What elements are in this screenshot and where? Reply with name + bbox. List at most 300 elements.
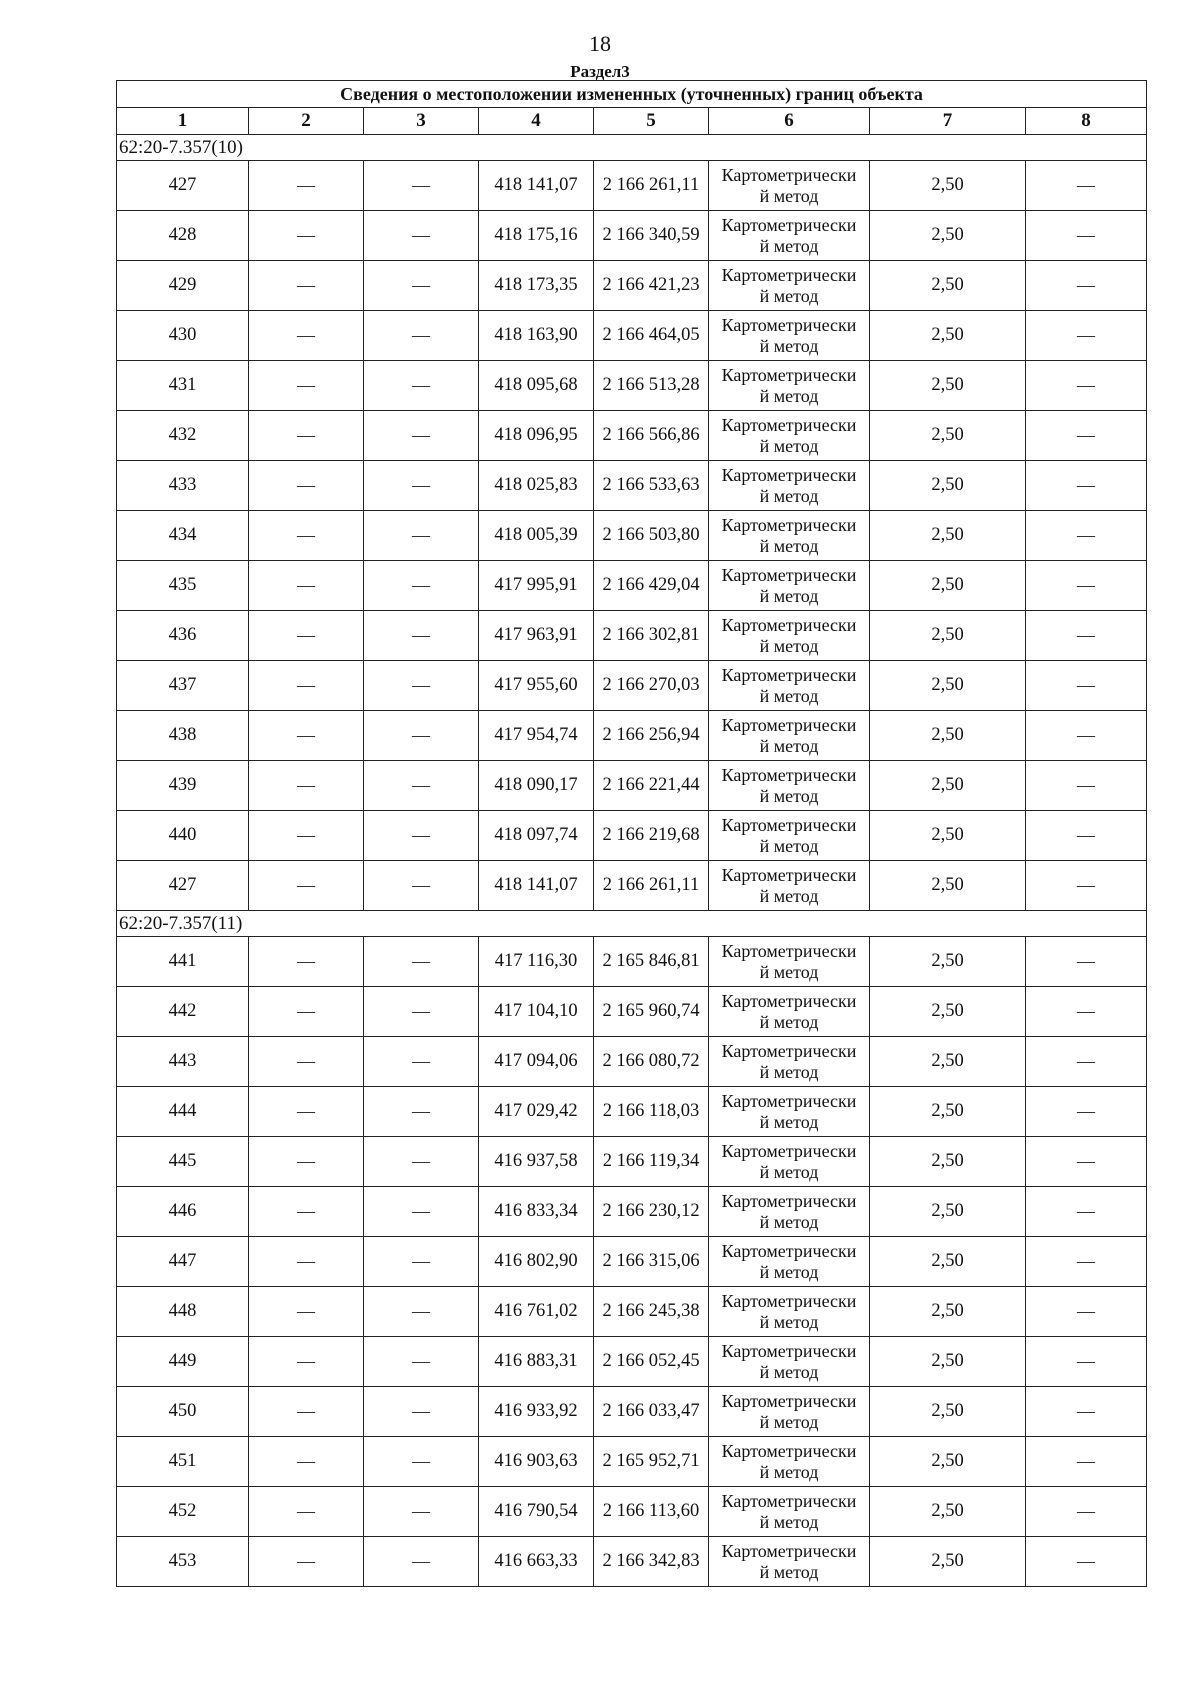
point-number-cell: 453: [117, 1537, 249, 1587]
dash-cell: —: [364, 161, 479, 211]
y-coordinate-cell: 2 166 245,38: [594, 1287, 709, 1337]
x-coordinate-cell: 417 116,30: [479, 937, 594, 987]
column-number: 2: [249, 108, 364, 135]
x-coordinate-cell: 416 937,58: [479, 1137, 594, 1187]
x-coordinate-cell: 416 790,54: [479, 1487, 594, 1537]
point-number-cell: 438: [117, 711, 249, 761]
method-text-line1: Картометрически: [721, 364, 857, 385]
dash-cell: —: [249, 261, 364, 311]
accuracy-cell: 2,50: [870, 361, 1026, 411]
method-text-line2: й метод: [759, 285, 819, 306]
accuracy-cell: 2,50: [870, 1037, 1026, 1087]
y-coordinate-cell: 2 166 340,59: [594, 211, 709, 261]
x-coordinate-cell: 416 883,31: [479, 1337, 594, 1387]
dash-cell: —: [1026, 161, 1147, 211]
dash-cell: —: [249, 1237, 364, 1287]
method-text-line2: й метод: [759, 1561, 819, 1582]
dash-cell: —: [364, 761, 479, 811]
y-coordinate-cell: 2 166 119,34: [594, 1137, 709, 1187]
method-text-line2: й метод: [759, 735, 819, 756]
y-coordinate-cell: 2 166 118,03: [594, 1087, 709, 1137]
method-text-line2: й метод: [759, 1411, 819, 1432]
point-number-cell: 427: [117, 161, 249, 211]
table-row: [117, 1087, 1147, 1137]
point-number-cell: 427: [117, 861, 249, 911]
table-row: [117, 1537, 1147, 1587]
dash-cell: —: [1026, 261, 1147, 311]
x-coordinate-cell: 417 029,42: [479, 1087, 594, 1137]
accuracy-cell: 2,50: [870, 987, 1026, 1037]
point-number-cell: 444: [117, 1087, 249, 1137]
x-coordinate-cell: 416 761,02: [479, 1287, 594, 1337]
dash-cell: —: [1026, 1137, 1147, 1187]
accuracy-cell: 2,50: [870, 1487, 1026, 1537]
dash-cell: —: [1026, 1487, 1147, 1537]
method-text-line1: Картометрически: [721, 814, 857, 835]
dash-cell: —: [249, 937, 364, 987]
dash-cell: —: [1026, 511, 1147, 561]
dash-cell: —: [249, 1037, 364, 1087]
table-row: [117, 161, 1147, 211]
y-coordinate-cell: 2 166 429,04: [594, 561, 709, 611]
point-number-cell: 440: [117, 811, 249, 861]
method-cell: [709, 311, 870, 361]
dash-cell: —: [364, 1037, 479, 1087]
accuracy-cell: 2,50: [870, 1537, 1026, 1587]
y-coordinate-cell: 2 166 261,11: [594, 161, 709, 211]
dash-cell: —: [1026, 711, 1147, 761]
table-row: [117, 811, 1147, 861]
point-number-cell: 429: [117, 261, 249, 311]
accuracy-cell: 2,50: [870, 611, 1026, 661]
dash-cell: —: [249, 561, 364, 611]
accuracy-cell: 2,50: [870, 211, 1026, 261]
dash-cell: —: [364, 1337, 479, 1387]
y-coordinate-cell: 2 166 342,83: [594, 1537, 709, 1587]
y-coordinate-cell: 2 166 464,05: [594, 311, 709, 361]
dash-cell: —: [249, 461, 364, 511]
dash-cell: —: [364, 461, 479, 511]
method-cell: [709, 211, 870, 261]
method-cell: [709, 1537, 870, 1587]
dash-cell: —: [364, 861, 479, 911]
table-row: [117, 311, 1147, 361]
dash-cell: —: [1026, 1037, 1147, 1087]
accuracy-cell: 2,50: [870, 761, 1026, 811]
point-number-cell: 442: [117, 987, 249, 1037]
y-coordinate-cell: 2 166 533,63: [594, 461, 709, 511]
method-text-line2: й метод: [759, 685, 819, 706]
x-coordinate-cell: 416 903,63: [479, 1437, 594, 1487]
method-cell: [709, 937, 870, 987]
dash-cell: —: [249, 661, 364, 711]
y-coordinate-cell: 2 166 219,68: [594, 811, 709, 861]
accuracy-cell: 2,50: [870, 311, 1026, 361]
x-coordinate-cell: 418 095,68: [479, 361, 594, 411]
accuracy-cell: 2,50: [870, 1287, 1026, 1337]
method-cell: [709, 661, 870, 711]
dash-cell: —: [1026, 987, 1147, 1037]
point-number-cell: 430: [117, 311, 249, 361]
dash-cell: —: [364, 1387, 479, 1437]
dash-cell: —: [249, 1487, 364, 1537]
x-coordinate-cell: 418 173,35: [479, 261, 594, 311]
method-cell: [709, 1337, 870, 1387]
method-cell: [709, 261, 870, 311]
method-text-line1: Картометрически: [721, 1290, 857, 1311]
point-number-cell: 432: [117, 411, 249, 461]
method-text-line2: й метод: [759, 235, 819, 256]
table-row: [117, 1337, 1147, 1387]
accuracy-cell: 2,50: [870, 1187, 1026, 1237]
method-cell: [709, 561, 870, 611]
method-text-line1: Картометрически: [721, 664, 857, 685]
method-text-line1: Картометрически: [721, 614, 857, 635]
accuracy-cell: 2,50: [870, 711, 1026, 761]
dash-cell: —: [249, 861, 364, 911]
table-row: [117, 761, 1147, 811]
dash-cell: —: [249, 311, 364, 361]
x-coordinate-cell: 417 104,10: [479, 987, 594, 1037]
dash-cell: —: [249, 1087, 364, 1137]
y-coordinate-cell: 2 166 113,60: [594, 1487, 709, 1537]
point-number-cell: 434: [117, 511, 249, 561]
dash-cell: —: [364, 1237, 479, 1287]
method-text-line2: й метод: [759, 1361, 819, 1382]
group-row: [117, 135, 1147, 161]
y-coordinate-cell: 2 166 080,72: [594, 1037, 709, 1087]
method-text-line2: й метод: [759, 335, 819, 356]
method-text-line1: Картометрически: [721, 1240, 857, 1261]
point-number-cell: 435: [117, 561, 249, 611]
dash-cell: —: [364, 211, 479, 261]
method-text-line2: й метод: [759, 885, 819, 906]
dash-cell: —: [364, 711, 479, 761]
x-coordinate-cell: 418 163,90: [479, 311, 594, 361]
dash-cell: —: [1026, 361, 1147, 411]
dash-cell: —: [364, 361, 479, 411]
dash-cell: —: [249, 1537, 364, 1587]
table-row: [117, 561, 1147, 611]
page-number: 18: [589, 31, 611, 56]
accuracy-cell: 2,50: [870, 1087, 1026, 1137]
dash-cell: —: [249, 211, 364, 261]
method-cell: [709, 1237, 870, 1287]
method-text-line1: Картометрически: [721, 164, 857, 185]
y-coordinate-cell: 2 166 221,44: [594, 761, 709, 811]
accuracy-cell: 2,50: [870, 261, 1026, 311]
table-row: [117, 861, 1147, 911]
dash-cell: —: [1026, 811, 1147, 861]
y-coordinate-cell: 2 166 230,12: [594, 1187, 709, 1237]
method-text-line2: й метод: [759, 961, 819, 982]
dash-cell: —: [364, 511, 479, 561]
accuracy-cell: 2,50: [870, 1137, 1026, 1187]
dash-cell: —: [1026, 1087, 1147, 1137]
dash-cell: —: [249, 1437, 364, 1487]
dash-cell: —: [364, 987, 479, 1037]
x-coordinate-cell: 417 955,60: [479, 661, 594, 711]
table-row: [117, 361, 1147, 411]
x-coordinate-cell: 418 141,07: [479, 161, 594, 211]
method-cell: [709, 711, 870, 761]
point-number-cell: 448: [117, 1287, 249, 1337]
x-coordinate-cell: 417 094,06: [479, 1037, 594, 1087]
method-text-line1: Картометрически: [721, 264, 857, 285]
point-number-cell: 431: [117, 361, 249, 411]
dash-cell: —: [1026, 561, 1147, 611]
point-number-cell: 433: [117, 461, 249, 511]
dash-cell: —: [364, 611, 479, 661]
dash-cell: —: [364, 261, 479, 311]
dash-cell: —: [364, 1087, 479, 1137]
dash-cell: —: [249, 1137, 364, 1187]
point-number-cell: 439: [117, 761, 249, 811]
point-number-cell: 452: [117, 1487, 249, 1537]
table-row: [117, 1137, 1147, 1187]
dash-cell: —: [364, 411, 479, 461]
method-cell: [709, 1037, 870, 1087]
table-row: [117, 1437, 1147, 1487]
column-number: 7: [870, 108, 1026, 135]
y-coordinate-cell: 2 166 052,45: [594, 1337, 709, 1387]
method-text-line1: Картометрически: [721, 314, 857, 335]
accuracy-cell: 2,50: [870, 411, 1026, 461]
table-row: [117, 411, 1147, 461]
method-text-line1: Картометрически: [721, 1190, 857, 1211]
method-text-line2: й метод: [759, 1311, 819, 1332]
dash-cell: —: [1026, 937, 1147, 987]
table-row: [117, 711, 1147, 761]
point-number-cell: 451: [117, 1437, 249, 1487]
dash-cell: —: [249, 361, 364, 411]
y-coordinate-cell: 2 166 421,23: [594, 261, 709, 311]
y-coordinate-cell: 2 165 846,81: [594, 937, 709, 987]
dash-cell: —: [1026, 1337, 1147, 1387]
x-coordinate-cell: 416 933,92: [479, 1387, 594, 1437]
method-cell: [709, 1387, 870, 1437]
dash-cell: —: [1026, 611, 1147, 661]
x-coordinate-cell: 418 097,74: [479, 811, 594, 861]
method-text-line2: й метод: [759, 785, 819, 806]
dash-cell: —: [1026, 311, 1147, 361]
dash-cell: —: [249, 161, 364, 211]
method-cell: [709, 1087, 870, 1137]
x-coordinate-cell: 417 963,91: [479, 611, 594, 661]
dash-cell: —: [364, 561, 479, 611]
point-number-cell: 436: [117, 611, 249, 661]
accuracy-cell: 2,50: [870, 1237, 1026, 1287]
method-text-line2: й метод: [759, 1211, 819, 1232]
accuracy-cell: 2,50: [870, 1337, 1026, 1387]
dash-cell: —: [364, 311, 479, 361]
y-coordinate-cell: 2 166 256,94: [594, 711, 709, 761]
method-text-line1: Картометрически: [721, 714, 857, 735]
parcel-id: 62:20-7.357(10): [117, 135, 1147, 161]
table-row: [117, 1387, 1147, 1437]
dash-cell: —: [364, 811, 479, 861]
method-text-line2: й метод: [759, 835, 819, 856]
dash-cell: —: [1026, 411, 1147, 461]
x-coordinate-cell: 418 141,07: [479, 861, 594, 911]
accuracy-cell: 2,50: [870, 161, 1026, 211]
y-coordinate-cell: 2 166 270,03: [594, 661, 709, 711]
x-coordinate-cell: 416 833,34: [479, 1187, 594, 1237]
dash-cell: —: [1026, 461, 1147, 511]
method-cell: [709, 611, 870, 661]
dash-cell: —: [364, 1487, 479, 1537]
method-text-line1: Картометрически: [721, 990, 857, 1011]
method-text-line2: й метод: [759, 1011, 819, 1032]
method-text-line2: й метод: [759, 635, 819, 656]
method-text-line2: й метод: [759, 185, 819, 206]
method-cell: [709, 411, 870, 461]
dash-cell: —: [249, 1287, 364, 1337]
table-row: [117, 1487, 1147, 1537]
table-row: [117, 211, 1147, 261]
table-row: [117, 937, 1147, 987]
accuracy-cell: 2,50: [870, 661, 1026, 711]
dash-cell: —: [1026, 1187, 1147, 1237]
method-cell: [709, 1187, 870, 1237]
method-text-line2: й метод: [759, 1161, 819, 1182]
method-text-line2: й метод: [759, 585, 819, 606]
column-number: 8: [1026, 108, 1147, 135]
y-coordinate-cell: 2 166 566,86: [594, 411, 709, 461]
y-coordinate-cell: 2 166 033,47: [594, 1387, 709, 1437]
dash-cell: —: [249, 987, 364, 1037]
method-cell: [709, 761, 870, 811]
method-text-line1: Картометрически: [721, 1390, 857, 1411]
dash-cell: —: [364, 1187, 479, 1237]
dash-cell: —: [1026, 1287, 1147, 1337]
dash-cell: —: [364, 1437, 479, 1487]
dash-cell: —: [364, 937, 479, 987]
dash-cell: —: [364, 1137, 479, 1187]
y-coordinate-cell: 2 165 960,74: [594, 987, 709, 1037]
column-number: 5: [594, 108, 709, 135]
point-number-cell: 447: [117, 1237, 249, 1287]
dash-cell: —: [1026, 1387, 1147, 1437]
x-coordinate-cell: 418 096,95: [479, 411, 594, 461]
method-cell: [709, 1287, 870, 1337]
table-row: [117, 261, 1147, 311]
dash-cell: —: [249, 1187, 364, 1237]
dash-cell: —: [249, 1337, 364, 1387]
method-text-line2: й метод: [759, 535, 819, 556]
table-row: [117, 1037, 1147, 1087]
method-cell: [709, 1487, 870, 1537]
column-number: 4: [479, 108, 594, 135]
point-number-cell: 443: [117, 1037, 249, 1087]
method-text-line1: Картометрически: [721, 214, 857, 235]
y-coordinate-cell: 2 166 302,81: [594, 611, 709, 661]
column-number: 6: [709, 108, 870, 135]
dash-cell: —: [364, 1287, 479, 1337]
point-number-cell: 437: [117, 661, 249, 711]
method-text-line1: Картометрически: [721, 1140, 857, 1161]
dash-cell: —: [249, 611, 364, 661]
accuracy-cell: 2,50: [870, 461, 1026, 511]
point-number-cell: 449: [117, 1337, 249, 1387]
column-number: 1: [117, 108, 249, 135]
accuracy-cell: 2,50: [870, 811, 1026, 861]
column-number-row: [117, 108, 1147, 135]
table-body: [117, 135, 1147, 1587]
accuracy-cell: 2,50: [870, 561, 1026, 611]
dash-cell: —: [1026, 861, 1147, 911]
method-text-line1: Картометрически: [721, 1090, 857, 1111]
method-cell: [709, 1437, 870, 1487]
point-number-cell: 446: [117, 1187, 249, 1237]
table-row: [117, 611, 1147, 661]
x-coordinate-cell: 416 663,33: [479, 1537, 594, 1587]
method-text-line1: Картометрически: [721, 1440, 857, 1461]
y-coordinate-cell: 2 166 503,80: [594, 511, 709, 561]
accuracy-cell: 2,50: [870, 511, 1026, 561]
method-text-line1: Картометрически: [721, 940, 857, 961]
point-number-cell: 428: [117, 211, 249, 261]
point-number-cell: 445: [117, 1137, 249, 1187]
dash-cell: —: [1026, 1437, 1147, 1487]
method-text-line2: й метод: [759, 385, 819, 406]
dash-cell: —: [1026, 211, 1147, 261]
dash-cell: —: [249, 811, 364, 861]
y-coordinate-cell: 2 165 952,71: [594, 1437, 709, 1487]
group-row: [117, 911, 1147, 937]
method-text-line1: Картометрически: [721, 1490, 857, 1511]
method-text-line1: Картометрически: [721, 864, 857, 885]
dash-cell: —: [249, 1387, 364, 1437]
table-row: [117, 1187, 1147, 1237]
accuracy-cell: 2,50: [870, 937, 1026, 987]
method-text-line1: Картометрически: [721, 1040, 857, 1061]
section-label: Раздел3: [570, 62, 630, 81]
dash-cell: —: [249, 511, 364, 561]
method-cell: [709, 811, 870, 861]
boundary-table: [116, 80, 1147, 1587]
method-text-line2: й метод: [759, 485, 819, 506]
accuracy-cell: 2,50: [870, 1387, 1026, 1437]
table-row: [117, 1287, 1147, 1337]
x-coordinate-cell: 417 954,74: [479, 711, 594, 761]
dash-cell: —: [249, 411, 364, 461]
x-coordinate-cell: 418 025,83: [479, 461, 594, 511]
method-cell: [709, 361, 870, 411]
dash-cell: —: [1026, 761, 1147, 811]
method-cell: [709, 511, 870, 561]
dash-cell: —: [364, 661, 479, 711]
dash-cell: —: [1026, 661, 1147, 711]
point-number-cell: 441: [117, 937, 249, 987]
dash-cell: —: [249, 761, 364, 811]
dash-cell: —: [364, 1537, 479, 1587]
table-row: [117, 661, 1147, 711]
dash-cell: —: [249, 711, 364, 761]
y-coordinate-cell: 2 166 315,06: [594, 1237, 709, 1287]
accuracy-cell: 2,50: [870, 1437, 1026, 1487]
method-text-line1: Картометрически: [721, 564, 857, 585]
dash-cell: —: [1026, 1537, 1147, 1587]
method-cell: [709, 461, 870, 511]
method-text-line1: Картометрически: [721, 1340, 857, 1361]
table-row: [117, 987, 1147, 1037]
table-title: Сведения о местоположении измененных (уточненных) границ объекта: [117, 81, 1147, 108]
method-text-line2: й метод: [759, 1061, 819, 1082]
method-text-line2: й метод: [759, 1511, 819, 1532]
table-row: [117, 511, 1147, 561]
table-row: [117, 1237, 1147, 1287]
